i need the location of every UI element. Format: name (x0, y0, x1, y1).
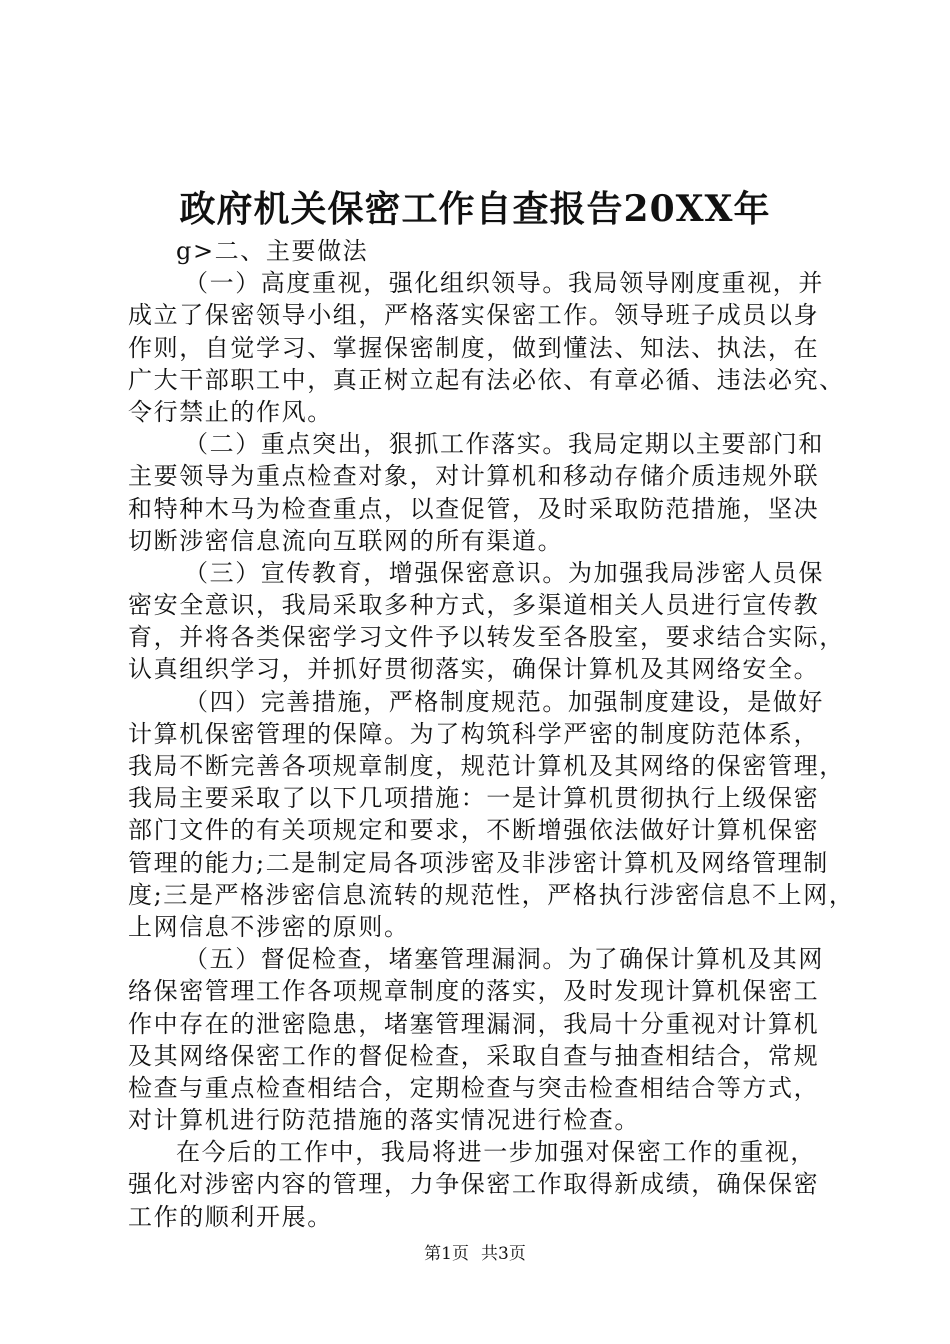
paragraph-line: 广大干部职工中，真正树立起有法必依、有章必循、违法必究、 (128, 365, 845, 394)
paragraph-line: （五）督促检查，堵塞管理漏洞。为了确保计算机及其网 (184, 945, 824, 974)
paragraph-line: 令行禁止的作风。 (128, 397, 333, 426)
paragraph-line: 检查与重点检查相结合，定期检查与突击检查相结合等方式， (128, 1073, 820, 1102)
paragraph-line: 我局主要采取了以下几项措施：一是计算机贯彻执行上级保密 (128, 784, 820, 813)
page-footer (0, 1242, 950, 1266)
paragraph-line: 络保密管理工作各项规章制度的落实，及时发现计算机保密工 (128, 977, 820, 1006)
paragraph-line: 强化对涉密内容的管理，力争保密工作取得新成绩，确保保密 (128, 1170, 820, 1199)
document-title: 政府机关保密工作自查报告20XX年 (179, 188, 771, 230)
paragraph-line: （三）宣传教育，增强保密意识。为加强我局涉密人员保 (184, 558, 824, 587)
paragraph-line: 切断涉密信息流向互联网的所有渠道。 (128, 526, 564, 555)
paragraph-line: 工作的顺利开展。 (128, 1202, 333, 1231)
paragraph-line: 度;三是严格涉密信息流转的规范性，严格执行涉密信息不上网， (128, 880, 855, 909)
paragraph-line: 在今后的工作中，我局将进一步加强对保密工作的重视， (176, 1138, 816, 1167)
paragraph-line: 部门文件的有关项规定和要求，不断增强依法做好计算机保密 (128, 816, 820, 845)
paragraph-line: 及其网络保密工作的督促检查，采取自查与抽查相结合，常规 (128, 1041, 820, 1070)
page-total: 共3页 (481, 1244, 526, 1264)
paragraph-line: 育，并将各类保密学习文件予以转发至各股室，要求结合实际， (128, 623, 845, 652)
paragraph-line: （四）完善措施，严格制度规范。加强制度建设，是做好 (184, 687, 824, 716)
paragraph-line: （一）高度重视，强化组织领导。我局领导刚度重视，并 (184, 269, 824, 298)
paragraph-line: 主要领导为重点检查对象，对计算机和移动存储介质违规外联 (128, 462, 820, 491)
paragraph-line: 成立了保密领导小组，严格落实保密工作。领导班子成员以身 (128, 301, 820, 330)
paragraph-line: 和特种木马为检查重点，以查促管，及时采取防范措施，坚决 (128, 494, 820, 523)
paragraph-line: 作则，自觉学习、掌握保密制度，做到懂法、知法、执法，在 (128, 333, 820, 362)
paragraph-line: （二）重点突出，狠抓工作落实。我局定期以主要部门和 (184, 430, 824, 459)
paragraph-line: 上网信息不涉密的原则。 (128, 912, 410, 941)
paragraph-line: 对计算机进行防范措施的落实情况进行检查。 (128, 1106, 640, 1135)
section-heading: g>二、主要做法 (176, 237, 369, 265)
paragraph-line: 我局不断完善各项规章制度，规范计算机及其网络的保密管理， (128, 752, 845, 780)
paragraph-line: 作中存在的泄密隐患，堵塞管理漏洞，我局十分重视对计算机 (128, 1009, 820, 1038)
paragraph-line: 认真组织学习，并抓好贯彻落实，确保计算机及其网络安全。 (128, 655, 820, 684)
page-number: 第1页 (424, 1244, 469, 1264)
document-body (128, 235, 855, 1233)
paragraph-line: 管理的能力;二是制定局各项涉密及非涉密计算机及网络管理制 (128, 848, 829, 877)
paragraph-line: 计算机保密管理的保障。为了构筑科学严密的制度防范体系， (128, 719, 820, 748)
paragraph-line: 密安全意识，我局采取多种方式，多渠道相关人员进行宣传教 (128, 591, 820, 620)
